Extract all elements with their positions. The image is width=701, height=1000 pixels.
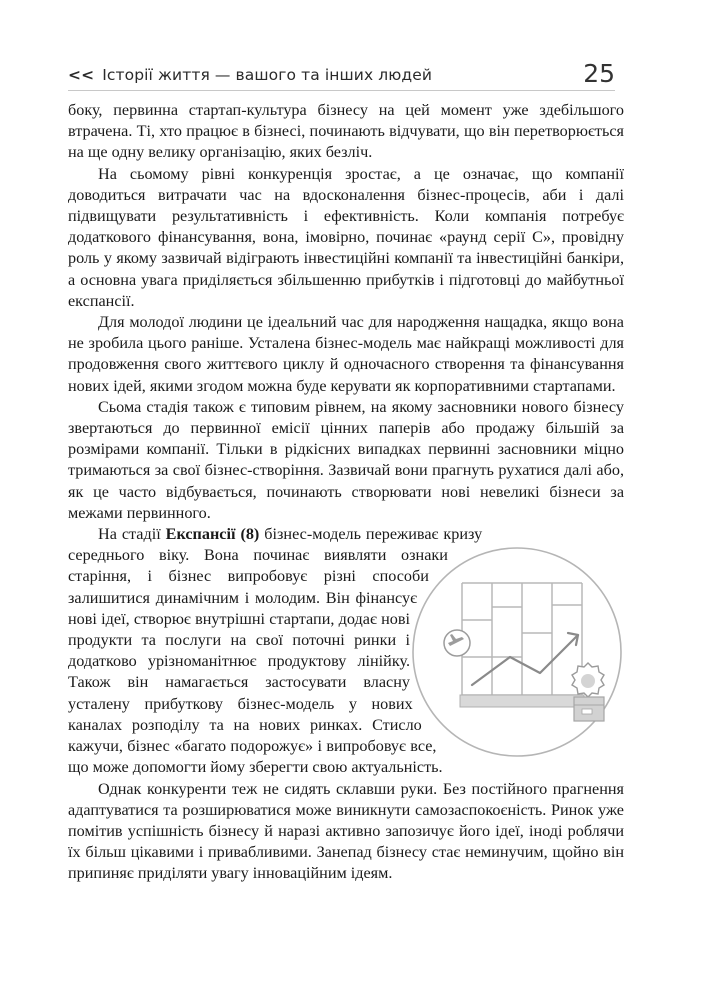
page-body (68, 100, 624, 885)
paragraph: Сьома стадія також є типовим рівнем, на якому засновники нового бізнесу звертаються до первинної емісії цінних паперів або продажу більшій за розмірами компанії. Тільки в рідкісних випадках первинні засновники міцно тримаються за свої бізнес-створіння. Зазвичай вони прагнуть рухатися далі або, як це часто відбувається, починають створювати нові невеликі бізнеси за межами первинного. (68, 397, 624, 522)
box-icon (574, 697, 604, 721)
paragraph: Для молодої людини це ідеальний час для народження нащадка, якщо вона не зробила цього раніше. Усталена бізнес-модель має найкращі можливості для продовження свого життєвого циклу й одночасного створення та фінансування нових ідей, якими згодом можна буде керувати як корпоративними стартапами. (68, 313, 624, 395)
expansion-rest: бізнес-модель переживає кризу середнього віку. Вона починає виявляти ознаки старіння, і бізнес випробовує різні способи залишитися динамічним і молодим. Він фінансує нові ідеї, створює внутрішні стартапи, додає нові продукти та послуги на свої поточні ринки і додатково урізноманітнює продуктову лінійку. Також він намагається застосувати власну усталену прибуткову бізнес-модель у нових каналах розподілу та на нових ринках. Стисло кажучи, бізнес «багато подорожує» і випробовує все, що може допомогти йому зберегти свою актуальність. (68, 525, 483, 777)
running-header (68, 58, 615, 91)
map-base (460, 695, 584, 707)
airplane-icon (444, 630, 470, 656)
page-number: 25 (583, 59, 615, 88)
paragraph: Однак конкуренти теж не сидять склавши руки. Без постійного прагнення адаптуватися та розширюватися може виникнути самозаспокоєність. Ринок уже помітив успішність бізнесу й наразі активно запозичує його ідеї, іноді роблячи їх більш цікавими і привабливими. Занепад бізнесу стає неминучим, щойно він припиняє приділяти увагу інноваційним ідеям. (68, 779, 624, 883)
trend-line-icon (472, 633, 578, 685)
circle-frame (413, 548, 621, 756)
chapter-title (68, 66, 432, 84)
chevron-left-double-icon: << (68, 66, 95, 84)
paragraph: На сьомому рівні конкуренція зростає, а це означає, що компанії доводиться витрачати час на вдосконалення бізнес-процесів, аби і далі підвищувати результативність і ефективність. Коли компанія потребує додаткового фінансування, вона, імовірно, починає «раунд серії С», провідну роль у якому зазвичай відіграють інвестиційні компанії та інвестиційні банкіри, а основна увага приділяється збільшенню прибутків і підготовці до майбутньої експансії. (68, 164, 624, 310)
award-badge-icon (572, 663, 604, 697)
chapter-title-text: Історії життя — вашого та інших людей (102, 66, 433, 84)
expansion-term: Експансії (8) (165, 525, 260, 544)
expansion-lead: На стадії (98, 525, 166, 544)
paragraph-continued: боку, первинна стартап-культура бізнесу на цей момент уже здебільшого втрачена. Ті, хто працює в бізнесі, починають відчувати, що він перетворюється на ще одну велику організацію, яких безліч. (68, 101, 624, 162)
map-trend-illustration (410, 545, 624, 759)
expansion-illustration (410, 545, 624, 759)
